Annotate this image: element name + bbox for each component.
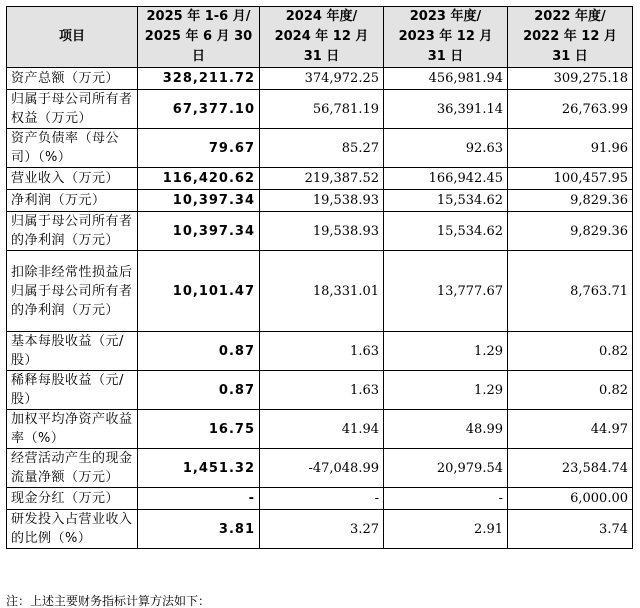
value-cell: 1,451.32	[138, 449, 260, 488]
value-cell: 10,397.34	[138, 212, 260, 251]
value-cell: 116,420.62	[138, 168, 260, 190]
value-cell: 92.63	[384, 129, 508, 168]
value-cell: 1.63	[260, 371, 384, 410]
value-cell: 85.27	[260, 129, 384, 168]
value-cell: 10,397.34	[138, 190, 260, 212]
value-cell: 67,377.10	[138, 90, 260, 129]
value-cell: 16.75	[138, 410, 260, 449]
value-cell: 2.91	[384, 510, 508, 549]
row-label: 现金分红（万元）	[7, 488, 138, 510]
table-row	[7, 251, 633, 332]
value-cell: 91.96	[508, 129, 633, 168]
row-label: 扣除非经常性损益后归属于母公司所有者的净利润（万元）	[7, 251, 138, 332]
value-cell: 9,829.36	[508, 190, 633, 212]
header-2025h1: 2025 年 1-6 月/ 2025 年 6 月 30 日	[138, 7, 260, 68]
header-2022: 2022 年度/ 2022 年 12 月 31 日	[508, 7, 633, 68]
value-cell: 0.87	[138, 332, 260, 371]
value-cell: 19,538.93	[260, 190, 384, 212]
value-cell: 10,101.47	[138, 251, 260, 332]
value-cell: 0.82	[508, 332, 633, 371]
row-label: 营业收入（万元）	[7, 168, 138, 190]
table-row	[7, 90, 633, 129]
value-cell: 36,391.14	[384, 90, 508, 129]
row-label: 加权平均净资产收益率（%）	[7, 410, 138, 449]
table-row	[7, 410, 633, 449]
value-cell: 13,777.67	[384, 251, 508, 332]
value-cell: 18,331.01	[260, 251, 384, 332]
row-label: 研发投入占营业收入的比例（%）	[7, 510, 138, 549]
table-row	[7, 371, 633, 410]
table-row	[7, 129, 633, 168]
header-2023: 2023 年度/ 2023 年 12 月 31 日	[384, 7, 508, 68]
table-row	[7, 190, 633, 212]
value-cell: 19,538.93	[260, 212, 384, 251]
value-cell: 219,387.52	[260, 168, 384, 190]
value-cell: 309,275.18	[508, 68, 633, 90]
value-cell: 100,457.95	[508, 168, 633, 190]
value-cell: 1.63	[260, 332, 384, 371]
value-cell: -47,048.99	[260, 449, 384, 488]
header-2024: 2024 年度/ 2024 年 12 月 31 日	[260, 7, 384, 68]
row-label: 净利润（万元）	[7, 190, 138, 212]
value-cell: 44.97	[508, 410, 633, 449]
financial-indicators-table	[6, 6, 633, 549]
value-cell: -	[384, 488, 508, 510]
value-cell: 48.99	[384, 410, 508, 449]
table-row	[7, 510, 633, 549]
value-cell: 456,981.94	[384, 68, 508, 90]
row-label: 资产负债率（母公司）（%）	[7, 129, 138, 168]
value-cell: -	[260, 488, 384, 510]
table-row	[7, 212, 633, 251]
table-row	[7, 449, 633, 488]
value-cell: 79.67	[138, 129, 260, 168]
value-cell: 15,534.62	[384, 190, 508, 212]
value-cell: 0.82	[508, 371, 633, 410]
value-cell: 23,584.74	[508, 449, 633, 488]
value-cell: 9,829.36	[508, 212, 633, 251]
value-cell: 0.87	[138, 371, 260, 410]
value-cell: 41.94	[260, 410, 384, 449]
table-row	[7, 332, 633, 371]
row-label: 资产总额（万元）	[7, 68, 138, 90]
value-cell: 3.27	[260, 510, 384, 549]
row-label: 归属于母公司所有者的净利润（万元）	[7, 212, 138, 251]
value-cell: 15,534.62	[384, 212, 508, 251]
value-cell: 20,979.54	[384, 449, 508, 488]
value-cell: 6,000.00	[508, 488, 633, 510]
value-cell: 1.29	[384, 371, 508, 410]
row-label: 归属于母公司所有者权益（万元）	[7, 90, 138, 129]
row-label: 稀释每股收益（元/股）	[7, 371, 138, 410]
value-cell: 1.29	[384, 332, 508, 371]
value-cell: 3.81	[138, 510, 260, 549]
footnote: 注：上述主要财务指标计算方法如下：	[6, 594, 211, 608]
value-cell: 8,763.71	[508, 251, 633, 332]
value-cell: -	[138, 488, 260, 510]
table-row	[7, 488, 633, 510]
table-row	[7, 68, 633, 90]
value-cell: 3.74	[508, 510, 633, 549]
value-cell: 26,763.99	[508, 90, 633, 129]
value-cell: 328,211.72	[138, 68, 260, 90]
row-label: 基本每股收益（元/股）	[7, 332, 138, 371]
value-cell: 56,781.19	[260, 90, 384, 129]
table-row	[7, 168, 633, 190]
value-cell: 166,942.45	[384, 168, 508, 190]
header-row	[7, 7, 633, 68]
value-cell: 374,972.25	[260, 68, 384, 90]
row-label: 经营活动产生的现金流量净额（万元）	[7, 449, 138, 488]
header-item: 项目	[7, 7, 138, 68]
